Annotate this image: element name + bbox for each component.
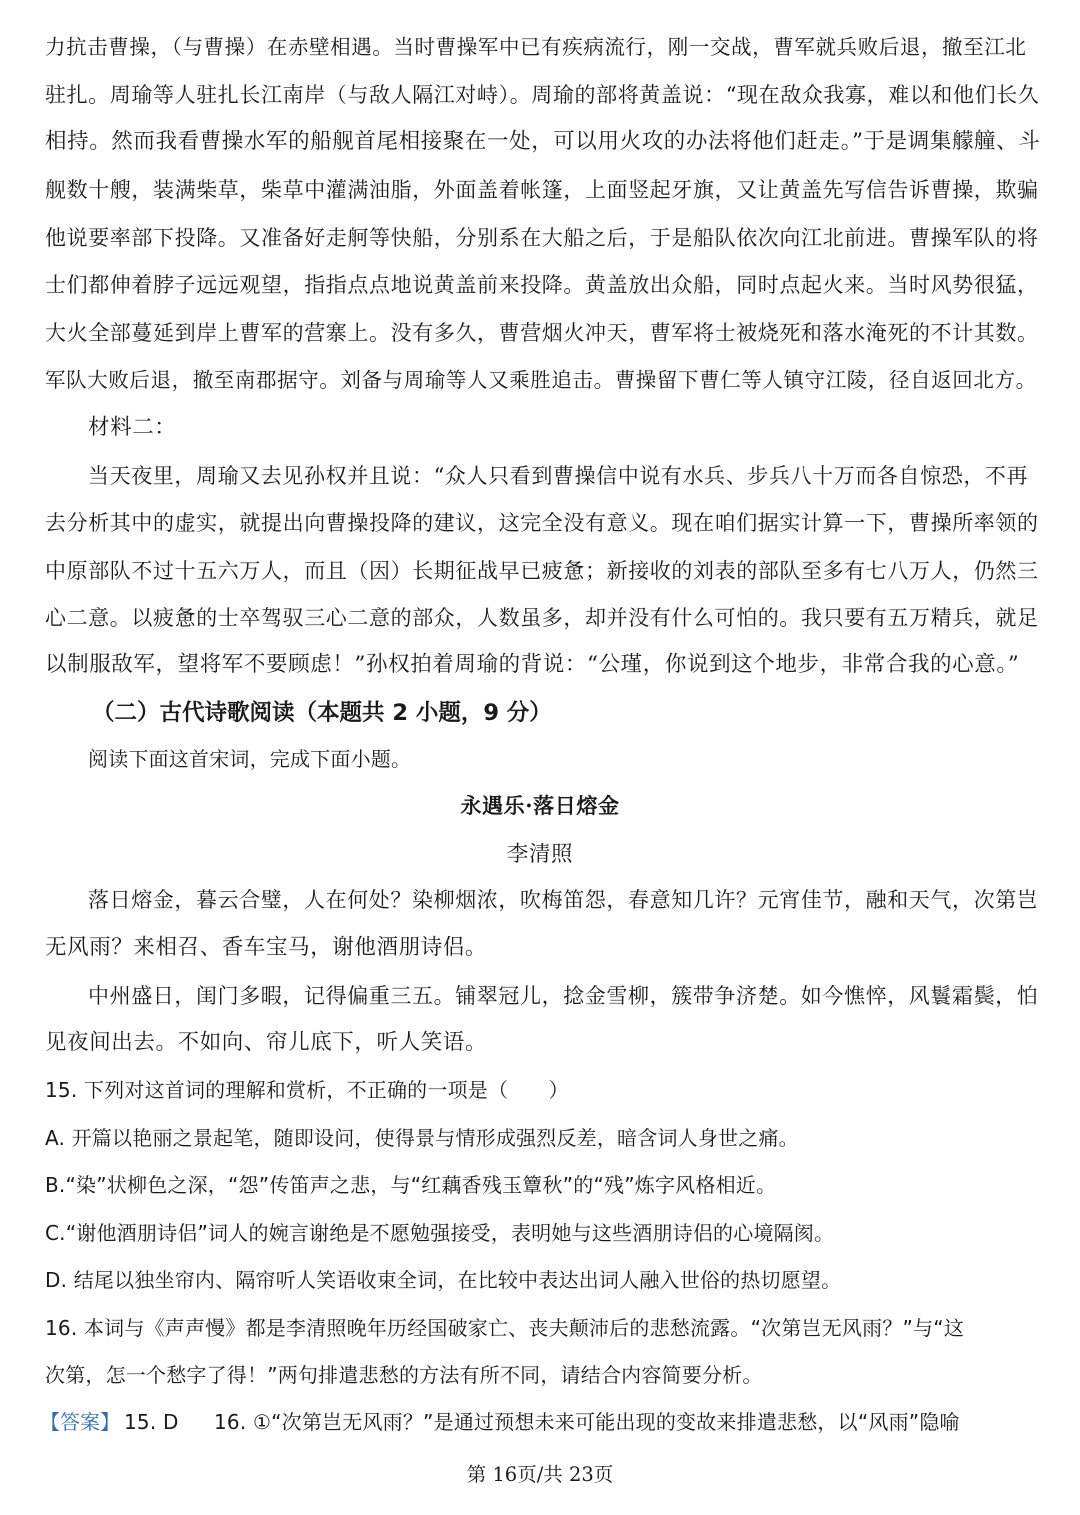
material-two-line-1: 当天夜里，周瑜又去见孙权并且说：“众人只看到曹操信中说有水兵、步兵八十万而各自惊恐，不再 (88, 464, 1029, 488)
material-two-line-2: 去分析其中的虚实，就提出向曹操投降的建议，这完全没有意义。现在咱们据实计算一下，曹操所率领的 (45, 511, 1039, 535)
poem-line-3: 中州盛日，闺门多暇，记得偏重三五。铺翠冠儿，捻金雪柳，簇带争济楚。如今憔悴，风鬟霜鬓，怕 (88, 984, 1039, 1008)
poem-line-4: 见夜间出去。不如向、帘儿底下，听人笑语。 (45, 1030, 488, 1055)
material-one-line-7: 大火全部蔓延到岸上曹军的营寨上。没有多久，曹营烟火冲天，曹军将士被烧死和落水淹死的不计其数。 (45, 321, 1039, 345)
material-one-line-2: 驻扎。周瑜等人驻扎长江南岸（与敌人隔江对峙）。周瑜的部将黄盖说：“现在敌众我寡，难以和他们长久 (45, 83, 1040, 107)
material-two-label: 材料二： (88, 415, 177, 440)
answer-q15: 15. D (124, 1410, 179, 1434)
answer-q16: 16. ①“次第岂无风雨？”是通过预想未来可能出现的变故来排遣悲愁，以“风雨”隐喻 (214, 1410, 960, 1434)
material-two-line-4: 心二意。以疲惫的士卒驾驭三心二意的部众，人数虽多，却并没有什么可怕的。我只要有五万精兵，就足 (45, 606, 1039, 630)
question-16-line-1: 16. 本词与《声声慢》都是李清照晚年历经国破家亡、丧夫颠沛后的悲愁流露。“次第岂无风雨？”与“这 (45, 1316, 965, 1340)
poem-author: 李清照 (506, 842, 574, 867)
poem-title: 永遇乐·落日熔金 (460, 793, 620, 818)
material-two-line-5: 以制服敌军，望将军不要顾虑！”孙权拍着周瑜的背说：“公瑾，你说到这个地步，非常合我的心意。” (45, 652, 1020, 677)
material-one-line-1: 力抗击曹操，（与曹操）在赤壁相遇。当时曹操军中已有疾病流行，刚一交战，曹军就兵败后退，撤至江北 (45, 35, 1027, 59)
question-15-option-a: A. 开篇以艳丽之景起笔，随即设问，使得景与情形成强烈反差，暗含词人身世之痛。 (45, 1126, 799, 1150)
question-15-option-d: D. 结尾以独坐帘内、隔帘听人笑语收束全词，在比较中表达出词人融入世俗的热切愿望。 (45, 1268, 842, 1292)
material-one-line-3: 相持。然而我看曹操水军的船舰首尾相接聚在一处，可以用火攻的办法将他们赶走。”于是调集艨艟、斗 (45, 129, 1041, 154)
material-one-line-4: 舰数十艘，装满柴草，柴草中灌满油脂，外面盖着帐篷，上面竖起牙旗，又让黄盖先写信告诉曹操，欺骗 (45, 178, 1039, 202)
section-heading: （二）古代诗歌阅读（本题共 2 小题，9 分） (92, 700, 552, 726)
question-15-stem: 15. 下列对这首词的理解和赏析，不正确的一项是（ ） (45, 1078, 569, 1102)
page-number: 第 16页/共 23页 (466, 1463, 614, 1486)
material-one-line-8: 军队大败后退，撤至南郡据守。刘备与周瑜等人又乘胜追击。曹操留下曹仁等人镇守江陵，径自返回北方。 (45, 368, 1037, 392)
question-16-line-2: 次第，怎一个愁字了得！”两句排遣悲愁的方法有所不同，请结合内容简要分析。 (45, 1363, 763, 1387)
question-15-option-b: B.“染”状柳色之深，“怨”传笛声之悲，与“红藕香残玉簟秋”的“残”炼字风格相近。 (45, 1173, 777, 1197)
question-15-option-c: C.“谢他酒朋诗侣”词人的婉言谢绝是不愿勉强接受，表明她与这些酒朋诗侣的心境隔阂。 (45, 1221, 835, 1245)
section-instruction: 阅读下面这首宋词，完成下面小题。 (88, 747, 412, 771)
answer-tag: 【答案】 (40, 1410, 120, 1434)
poem-line-2: 无风雨？来相召、香车宝马，谢他酒朋诗侣。 (45, 935, 488, 960)
material-two-line-3: 中原部队不过十五六万人，而且（因）长期征战早已疲惫；新接收的刘表的部队至多有七八万人，仍然三 (45, 559, 1039, 583)
material-one-line-5: 他说要率部下投降。又准备好走舸等快船，分别系在大船之后，于是船队依次向江北前进。曹操军队的将 (45, 226, 1039, 250)
poem-line-1: 落日熔金，暮云合璧，人在何处？染柳烟浓，吹梅笛怨，春意知几许？元宵佳节，融和天气，次第岂 (88, 888, 1039, 912)
material-one-line-6: 士们都伸着脖子远远观望，指指点点地说黄盖前来投降。黄盖放出众船，同时点起火来。当时风势很猛， (45, 273, 1039, 297)
